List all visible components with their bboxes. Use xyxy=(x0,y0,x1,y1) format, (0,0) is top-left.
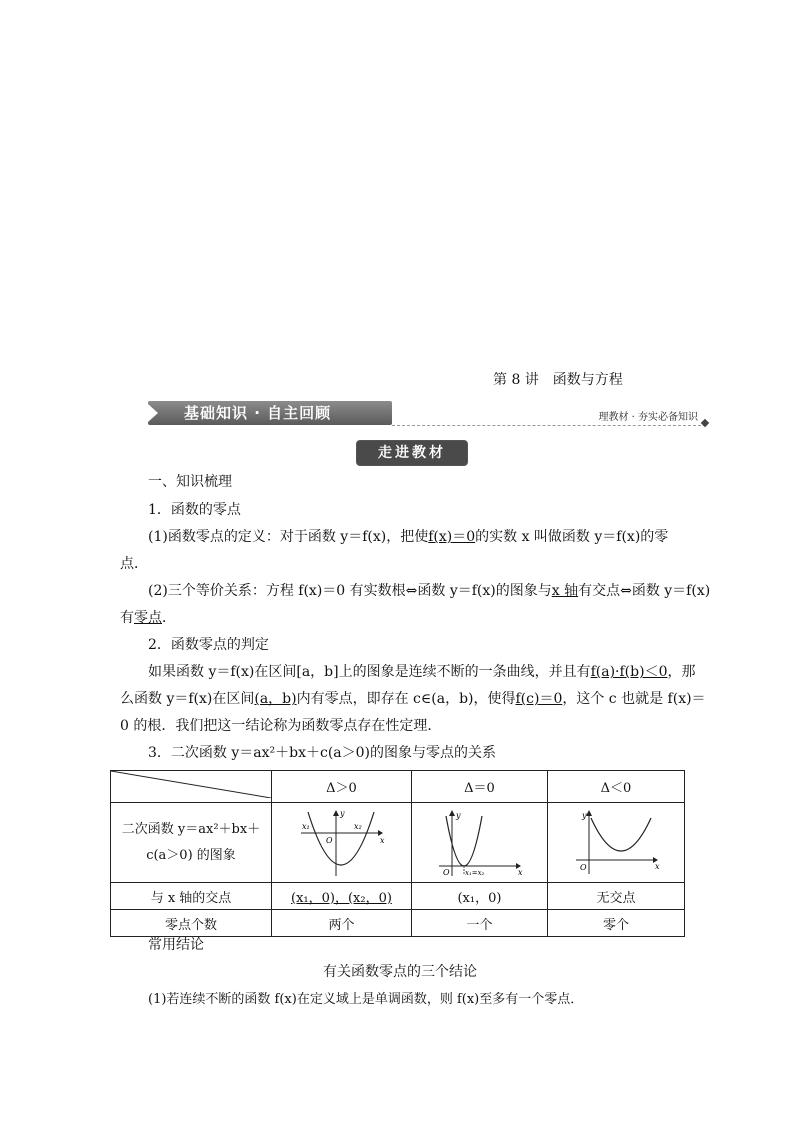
banner-divider xyxy=(392,425,706,426)
graph-one-root xyxy=(411,803,547,883)
section-heading: 一、知识梳理 xyxy=(148,474,232,490)
row-graph-label: 二次函数 y＝ax²＋bx＋c(a＞0) 的图象 xyxy=(111,803,272,883)
graph-two-roots xyxy=(272,803,412,883)
item2-line1: 如果函数 y＝f(x)在区间[a，b]上的图象是连续不断的一条曲线，并且有f(a)·f(b)＜0，那 xyxy=(148,664,696,680)
x-axis-label: x xyxy=(654,861,660,871)
x2-label: x₂ xyxy=(354,821,363,831)
y-axis-label: y xyxy=(456,810,461,820)
item2-heading: 2．函数零点的判定 xyxy=(148,637,269,653)
origin-label: O xyxy=(326,835,334,845)
y-axis-label: y xyxy=(581,810,587,820)
y-axis-label: y xyxy=(340,808,345,818)
x-axis-label: x xyxy=(380,835,385,845)
parabola-no-roots-graph xyxy=(571,808,661,878)
relationship-table xyxy=(110,770,685,937)
intersections-none: 无交点 xyxy=(547,883,684,910)
subsection-banner: 走进教材 xyxy=(356,440,468,466)
item1-paragraph2: (2)三个等价关系：方程 f(x)＝0 有实数根⇔函数 y＝f(x)的图象与x 轴有交点⇔函数 y＝f(x) xyxy=(148,583,711,599)
row-intersections-label: 与 x 轴的交点 xyxy=(111,883,272,910)
count-zero: 零个 xyxy=(547,910,684,937)
intersections-one: (x₁，0) xyxy=(411,883,547,910)
item3-heading: 3．二次函数 y＝ax²＋bx＋c(a＞0)的图象与零点的关系 xyxy=(148,745,496,761)
banner-subtitle: 理教材 · 夯实必备知识 xyxy=(598,412,698,423)
table-corner-cell xyxy=(111,771,272,803)
section-banner xyxy=(148,398,708,432)
intersections-two: (x₁，0)，(x₂，0) xyxy=(272,883,412,910)
banner-arrow-icon xyxy=(148,404,158,422)
origin-label: O xyxy=(579,862,587,872)
graph-no-roots xyxy=(547,803,684,883)
conclusion-label: 常用结论 xyxy=(148,937,204,953)
parabola-two-roots-graph xyxy=(296,808,386,878)
item1-paragraph1-cont: 点． xyxy=(120,556,148,572)
item1-paragraph2-cont: 有零点． xyxy=(120,610,176,626)
count-two: 两个 xyxy=(272,910,412,937)
item2-line2: 么函数 y＝f(x)在区间(a，b)内有零点，即存在 c∈(a，b)，使得f(c)＝0，这个 c 也就是 f(x)＝ xyxy=(120,691,706,707)
row-count-label: 零点个数 xyxy=(111,910,272,937)
count-one: 一个 xyxy=(411,910,547,937)
x1-label: x₁ xyxy=(302,821,311,831)
conclusion-title: 有关函数零点的三个结论 xyxy=(323,964,477,980)
banner-title: 基础知识 · 自主回顾 xyxy=(184,404,332,422)
header-delta-positive: Δ＞0 xyxy=(272,771,412,803)
conclusion-item-1: (1)若连续不断的函数 f(x)在定义域上是单调函数，则 f(x)至多有一个零点． xyxy=(148,992,584,1007)
header-delta-zero: Δ＝0 xyxy=(411,771,547,803)
x1-equals-x2-label: x₁=x₂ xyxy=(465,868,485,877)
header-delta-negative: Δ＜0 xyxy=(547,771,684,803)
parabola-one-root-graph xyxy=(434,808,524,878)
diagonal-line xyxy=(111,771,271,798)
item1-heading: 1．函数的零点 xyxy=(148,502,241,518)
item1-paragraph1: (1)函数零点的定义：对于函数 y＝f(x)，把使f(x)＝0的实数 x 叫做函数 y＝f(x)的零 xyxy=(148,529,669,545)
x-axis-label: x xyxy=(518,867,523,877)
origin-label: O xyxy=(443,867,451,877)
item2-line3: 0 的根．我们把这一结论称为函数零点存在性定理． xyxy=(120,718,442,734)
